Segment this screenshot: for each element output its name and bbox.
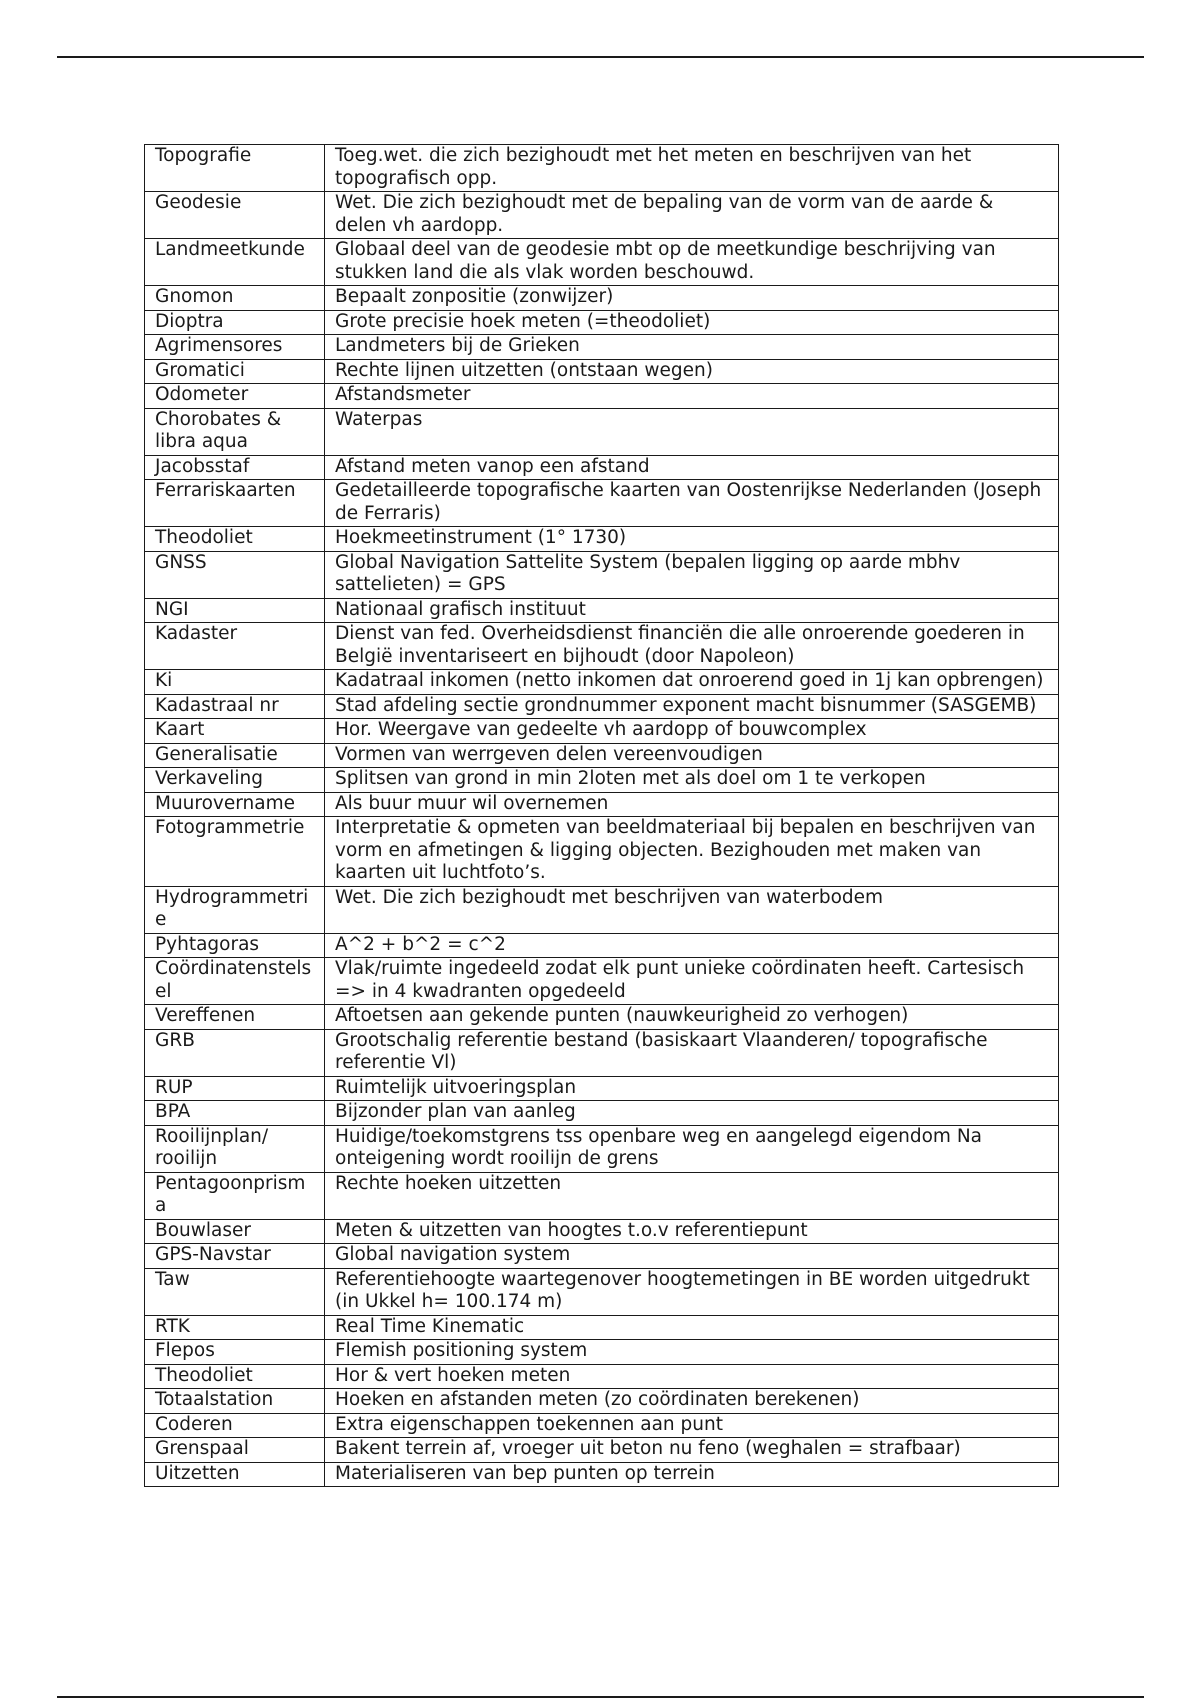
table-row	[145, 1125, 1059, 1172]
glossary-definition: Grote precisie hoek meten (=theodoliet)	[325, 310, 1059, 335]
glossary-term: GPS-Navstar	[145, 1244, 325, 1269]
glossary-definition: Globaal deel van de geodesie mbt op de meetkundige beschrijving van stukken land die als vlak worden beschouwd.	[325, 239, 1059, 286]
table-row	[145, 1315, 1059, 1340]
glossary-definition: Hor & vert hoeken meten	[325, 1364, 1059, 1389]
glossary-term: Gromatici	[145, 359, 325, 384]
table-row	[145, 1101, 1059, 1126]
glossary-term: Chorobates & libra aqua	[145, 408, 325, 455]
table-row	[145, 598, 1059, 623]
table-row	[145, 192, 1059, 239]
table-row	[145, 551, 1059, 598]
table-row	[145, 1413, 1059, 1438]
glossary-term: Theodoliet	[145, 1364, 325, 1389]
glossary-definition: Global navigation system	[325, 1244, 1059, 1269]
table-row	[145, 958, 1059, 1005]
glossary-definition: Referentiehoogte waartegenover hoogtemetingen in BE worden uitgedrukt (in Ukkel h= 100.174 m)	[325, 1268, 1059, 1315]
glossary-definition: Stad afdeling sectie grondnummer exponent macht bisnummer (SASGEMB)	[325, 694, 1059, 719]
table-row	[145, 1005, 1059, 1030]
glossary-definition: Hor. Weergave van gedeelte vh aardopp of bouwcomplex	[325, 719, 1059, 744]
table-row	[145, 408, 1059, 455]
glossary-definition: Ruimtelijk uitvoeringsplan	[325, 1076, 1059, 1101]
glossary-definition: Rechte lijnen uitzetten (ontstaan wegen)	[325, 359, 1059, 384]
glossary-definition: Wet. Die zich bezighoudt met de bepaling van de vorm van de aarde & delen vh aardopp.	[325, 192, 1059, 239]
table-row	[145, 1219, 1059, 1244]
table-row	[145, 145, 1059, 192]
glossary-definition: Splitsen van grond in min 2loten met als doel om 1 te verkopen	[325, 768, 1059, 793]
glossary-term: Fotogrammetrie	[145, 817, 325, 887]
glossary-definition: Kadatraal inkomen (netto inkomen dat onroerend goed in 1j kan opbrengen)	[325, 670, 1059, 695]
glossary-term: Taw	[145, 1268, 325, 1315]
glossary-definition: Hoekmeetinstrument (1° 1730)	[325, 527, 1059, 552]
glossary-definition: Gedetailleerde topografische kaarten van Oostenrijkse Nederlanden (Joseph de Ferraris)	[325, 480, 1059, 527]
glossary-term: Bouwlaser	[145, 1219, 325, 1244]
glossary-term: Kadaster	[145, 623, 325, 670]
glossary-term: BPA	[145, 1101, 325, 1126]
glossary-definition: A^2 + b^2 = c^2	[325, 933, 1059, 958]
glossary-term: Ferrariskaarten	[145, 480, 325, 527]
table-row	[145, 286, 1059, 311]
glossary-definition: Meten & uitzetten van hoogtes t.o.v referentiepunt	[325, 1219, 1059, 1244]
glossary-definition: Bakent terrein af, vroeger uit beton nu feno (weghalen = strafbaar)	[325, 1438, 1059, 1463]
glossary-term: Gnomon	[145, 286, 325, 311]
glossary-definition: Global Navigation Sattelite System (bepalen ligging op aarde mbhv sattelieten) = GPS	[325, 551, 1059, 598]
table-row	[145, 1268, 1059, 1315]
glossary-term: Agrimensores	[145, 335, 325, 360]
glossary-term: Vereffenen	[145, 1005, 325, 1030]
glossary-term: Flepos	[145, 1340, 325, 1365]
glossary-term: RTK	[145, 1315, 325, 1340]
glossary-definition: Landmeters bij de Grieken	[325, 335, 1059, 360]
glossary-term: Kadastraal nr	[145, 694, 325, 719]
glossary-term: Geodesie	[145, 192, 325, 239]
glossary-definition: Huidige/toekomstgrens tss openbare weg en aangelegd eigendom Na onteigening wordt rooilijn de grens	[325, 1125, 1059, 1172]
glossary-definition: Bepaalt zonpositie (zonwijzer)	[325, 286, 1059, 311]
glossary-term: Uitzetten	[145, 1462, 325, 1487]
table-row	[145, 694, 1059, 719]
table-row	[145, 1029, 1059, 1076]
table-row	[145, 1340, 1059, 1365]
table-row	[145, 886, 1059, 933]
glossary-definition: Interpretatie & opmeten van beeldmateriaal bij bepalen en beschrijven van vorm en afmetingen & ligging objecten. Bezighouden met maken van kaarten uit luchtfoto’s.	[325, 817, 1059, 887]
glossary-term: Grenspaal	[145, 1438, 325, 1463]
table-row	[145, 743, 1059, 768]
table-row	[145, 1364, 1059, 1389]
glossary-definition: Als buur muur wil overnemen	[325, 792, 1059, 817]
glossary-term: Muurovername	[145, 792, 325, 817]
glossary-table-body	[145, 145, 1059, 1487]
glossary-term: NGI	[145, 598, 325, 623]
table-row	[145, 623, 1059, 670]
table-row	[145, 1389, 1059, 1414]
glossary-term: Verkaveling	[145, 768, 325, 793]
glossary-definition: Aftoetsen aan gekende punten (nauwkeurigheid zo verhogen)	[325, 1005, 1059, 1030]
glossary-term: Landmeetkunde	[145, 239, 325, 286]
glossary-definition: Grootschalig referentie bestand (basiskaart Vlaanderen/ topografische referentie Vl)	[325, 1029, 1059, 1076]
glossary-term: Ki	[145, 670, 325, 695]
glossary-definition: Vormen van werrgeven delen vereenvoudigen	[325, 743, 1059, 768]
glossary-definition: Rechte hoeken uitzetten	[325, 1172, 1059, 1219]
glossary-term: Pentagoonprisma	[145, 1172, 325, 1219]
table-row	[145, 1076, 1059, 1101]
table-row	[145, 1244, 1059, 1269]
table-row	[145, 527, 1059, 552]
table-row	[145, 1172, 1059, 1219]
glossary-term: GNSS	[145, 551, 325, 598]
glossary-table	[144, 144, 1059, 1487]
glossary-definition: Hoeken en afstanden meten (zo coördinaten berekenen)	[325, 1389, 1059, 1414]
table-row	[145, 335, 1059, 360]
header-rule	[57, 56, 1144, 58]
glossary-term: Topografie	[145, 145, 325, 192]
table-row	[145, 239, 1059, 286]
glossary-term: Dioptra	[145, 310, 325, 335]
glossary-definition: Materialiseren van bep punten op terrein	[325, 1462, 1059, 1487]
glossary-definition: Afstand meten vanop een afstand	[325, 455, 1059, 480]
glossary-term: Coördinatenstelsel	[145, 958, 325, 1005]
glossary-term: GRB	[145, 1029, 325, 1076]
glossary-definition: Vlak/ruimte ingedeeld zodat elk punt unieke coördinaten heeft. Cartesisch => in 4 kwadranten opgedeeld	[325, 958, 1059, 1005]
glossary-term: Jacobsstaf	[145, 455, 325, 480]
glossary-term: Pyhtagoras	[145, 933, 325, 958]
glossary-term: Generalisatie	[145, 743, 325, 768]
glossary-definition: Extra eigenschappen toekennen aan punt	[325, 1413, 1059, 1438]
table-row	[145, 455, 1059, 480]
glossary-definition: Real Time Kinematic	[325, 1315, 1059, 1340]
glossary-definition: Bijzonder plan van aanleg	[325, 1101, 1059, 1126]
glossary-term: Kaart	[145, 719, 325, 744]
table-row	[145, 359, 1059, 384]
glossary-term: Coderen	[145, 1413, 325, 1438]
glossary-definition: Afstandsmeter	[325, 384, 1059, 409]
table-row	[145, 1438, 1059, 1463]
glossary-definition: Wet. Die zich bezighoudt met beschrijven van waterbodem	[325, 886, 1059, 933]
glossary-definition: Waterpas	[325, 408, 1059, 455]
table-row	[145, 719, 1059, 744]
glossary-definition: Dienst van fed. Overheidsdienst financiën die alle onroerende goederen in België inventariseert en bijhoudt (door Napoleon)	[325, 623, 1059, 670]
glossary-term: Theodoliet	[145, 527, 325, 552]
glossary-term: Totaalstation	[145, 1389, 325, 1414]
glossary-definition: Toeg.wet. die zich bezighoudt met het meten en beschrijven van het topografisch opp.	[325, 145, 1059, 192]
glossary-term: Odometer	[145, 384, 325, 409]
table-row	[145, 670, 1059, 695]
table-row	[145, 933, 1059, 958]
glossary-term: Rooilijnplan/ rooilijn	[145, 1125, 325, 1172]
table-row	[145, 1462, 1059, 1487]
glossary-definition: Nationaal grafisch instituut	[325, 598, 1059, 623]
table-row	[145, 310, 1059, 335]
table-row	[145, 792, 1059, 817]
footer-rule	[57, 1696, 1144, 1698]
glossary-term: Hydrogrammetrie	[145, 886, 325, 933]
table-row	[145, 817, 1059, 887]
glossary-definition: Flemish positioning system	[325, 1340, 1059, 1365]
table-row	[145, 480, 1059, 527]
table-row	[145, 768, 1059, 793]
glossary-term: RUP	[145, 1076, 325, 1101]
table-row	[145, 384, 1059, 409]
